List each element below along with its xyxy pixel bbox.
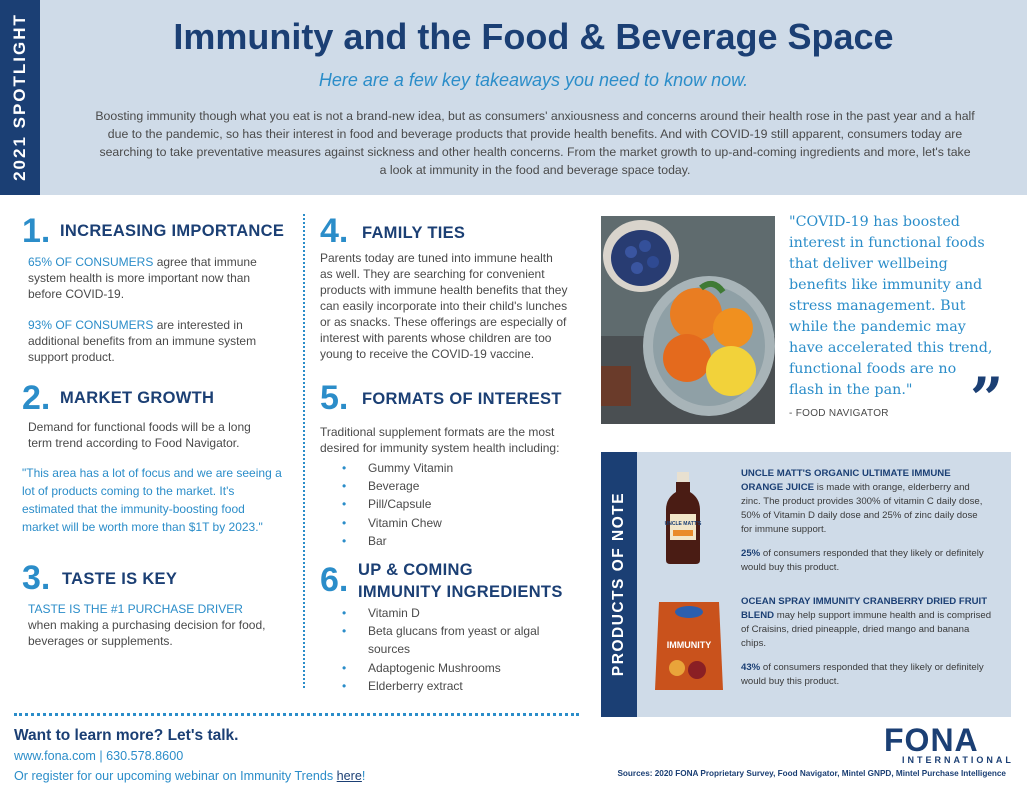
section-4-body: Parents today are tuned into immune health as well. They are searching for convenient products with immune health benefits that they can easily incorporate into their child's lunches or as snacks. These offerings are especially of interest with parents whose children are too young to receive the COVID-19 vaccine. xyxy=(320,251,568,361)
product-1-title: UNCLE MATT'S ORGANIC ULTIMATE IMMUNE ORANGE JUICE xyxy=(741,468,951,493)
quote-source: - FOOD NAVIGATOR xyxy=(789,408,889,419)
section-3-body xyxy=(28,601,280,649)
juice-bottle-image xyxy=(663,472,703,564)
section-3-title: TASTE IS KEY xyxy=(62,570,178,588)
list-item: • Beverage xyxy=(342,479,420,494)
sources-note: Sources: 2020 FONA Proprietary Survey, Food Navigator, Mintel GNPD, Mintel Purchase Intelligence xyxy=(617,769,1006,778)
section-5-body: Traditional supplement formats are the most desired for immunity system health including: xyxy=(320,425,560,455)
ingredients-list xyxy=(342,604,572,695)
section-6-title-line-1: UP & COMING xyxy=(358,561,473,579)
column-divider xyxy=(303,214,305,688)
product-1-stat: 25% of consumers responded that they likely or definitely would buy this product. xyxy=(741,548,984,573)
fruit-bowl-photo xyxy=(601,216,775,424)
intro-paragraph: Boosting immunity though what you eat is not a brand-new idea, but as consumers' anxiousness and concerns around their health rose in the past year and a half due to the pandemic, so has their interest in food and beverage products that provide health benefits. And with COVID-19 still apparent, consumers today are searching to take preventative measures against sickness and other health concerns. From the market growth to up-and-coming ingredients and more, let's take a look at immunity in the food and beverage space today. xyxy=(95,109,975,177)
section-1-stat-2 xyxy=(28,317,280,365)
dried-fruit-bag-image xyxy=(653,598,725,694)
bag-label: IMMUNITY xyxy=(666,640,712,650)
logo-subtitle: INTERNATIONAL xyxy=(902,755,1014,765)
section-3-number: 3. xyxy=(22,559,51,597)
fruit-bowl-illustration xyxy=(601,216,775,424)
header-band xyxy=(0,0,1027,195)
stat-highlight: TASTE IS THE #1 PURCHASE DRIVER xyxy=(28,602,243,616)
footer-divider xyxy=(14,713,579,716)
section-5-title: FORMATS OF INTEREST xyxy=(362,390,562,408)
products-label: PRODUCTS OF NOTE xyxy=(610,491,627,677)
logo-wordmark: FONA xyxy=(884,722,979,758)
list-item: • Beta glucans from yeast or algal sources xyxy=(342,624,540,657)
list-item: • Vitamin Chew xyxy=(342,515,442,530)
list-item: • Gummy Vitamin xyxy=(342,461,454,475)
section-5-number: 5. xyxy=(320,379,349,417)
stat-highlight: 25% xyxy=(741,548,761,559)
bottle-label: UNCLE MATT'S xyxy=(664,521,702,527)
list-item: • Pill/Capsule xyxy=(342,497,432,512)
section-4-number: 4. xyxy=(320,212,349,250)
feature-quote: "COVID-19 has boosted interest in functional foods that deliver wellbeing benefits like immunity and stress management. But while the pandemic may have accelerated this trend, functional foods are no flash in the pan." xyxy=(789,214,993,398)
register-link[interactable]: here xyxy=(336,769,362,783)
stat-highlight: 93% OF CONSUMERS xyxy=(28,318,154,332)
list-item: • Adaptogenic Mushrooms xyxy=(342,660,501,675)
section-2-quote: "This area has a lot of focus and we are seeing a lot of products coming to the market. It's estimated that the immunity-boosting food market will be worth more than $1T by 2023." xyxy=(22,466,282,534)
section-1-stat-1 xyxy=(28,254,280,302)
call-to-action: Want to learn more? Let's talk. xyxy=(14,727,239,744)
page-title: Immunity and the Food & Beverage Space xyxy=(173,16,894,57)
stat-text: agree that immune system health is more important now than before COVID-19. xyxy=(28,255,257,301)
product-2-title: OCEAN SPRAY IMMUNITY CRANBERRY DRIED FRUIT BLEND xyxy=(741,596,988,621)
product-1-description: UNCLE MATT'S ORGANIC ULTIMATE IMMUNE ORANGE JUICE is made with orange, elderberry and zinc. The product provides 300% of vitamin C daily dose, 50% of Vitamin D daily dose and 25% of zinc daily dose for immune support. xyxy=(741,468,983,535)
product-2-stat: 43% of consumers responded that they likely or definitely would buy this product. xyxy=(741,662,984,687)
page-subtitle: Here are a few key takeaways you need to know now. xyxy=(318,70,749,90)
section-2-body: Demand for functional foods will be a long term trend according to Food Navigator. xyxy=(28,420,251,450)
products-of-note-panel xyxy=(601,452,1011,717)
formats-list xyxy=(342,459,572,550)
section-3-text: when making a purchasing decision for food, beverages or supplements. xyxy=(28,618,266,648)
section-1-title: INCREASING IMPORTANCE xyxy=(60,222,285,240)
section-1-number: 1. xyxy=(22,212,51,250)
list-item: • Elderberry extract xyxy=(342,678,463,693)
stat-text: are interested in additional benefits from an immune system support product. xyxy=(28,318,257,364)
spotlight-label: 2021 SPOTLIGHT xyxy=(10,13,29,181)
stat-highlight: 43% xyxy=(741,662,761,673)
quote-mark-icon: ” xyxy=(970,365,1004,433)
section-2-title: MARKET GROWTH xyxy=(60,389,215,407)
product-2-description: OCEAN SPRAY IMMUNITY CRANBERRY DRIED FRUIT BLEND may help support immune health and is comprised of Craisins, dried pineapple, dried mango and banana chips. xyxy=(741,596,992,649)
fona-logo xyxy=(884,722,1014,766)
webinar-register: Or register for our upcoming webinar on Immunity Trends here! xyxy=(14,769,366,783)
section-4-title: FAMILY TIES xyxy=(362,224,466,242)
contact-info[interactable]: www.fona.com | 630.578.8600 xyxy=(14,749,184,763)
list-item: • Vitamin D xyxy=(342,606,420,620)
spotlight-tab xyxy=(0,0,40,195)
section-6-number: 6. xyxy=(320,561,349,599)
stat-highlight: 65% OF CONSUMERS xyxy=(28,255,154,269)
section-2-number: 2. xyxy=(22,379,51,417)
section-6-title-line-2: IMMUNITY INGREDIENTS xyxy=(358,583,563,601)
products-tab xyxy=(601,452,637,717)
list-item: • Bar xyxy=(342,533,387,548)
